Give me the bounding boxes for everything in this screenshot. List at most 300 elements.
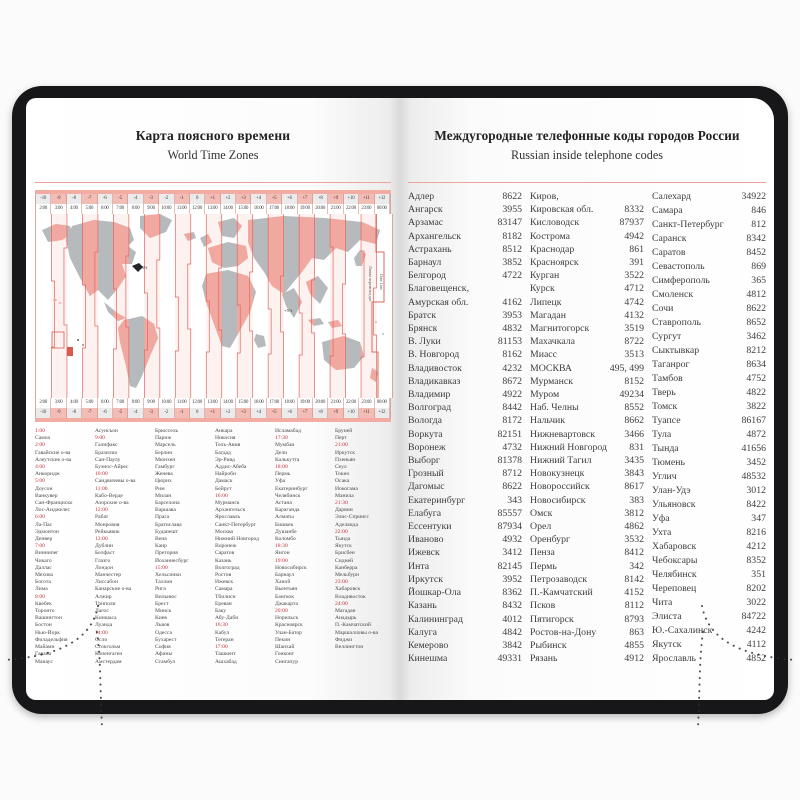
phone-code: 87937 — [619, 217, 644, 229]
tz-list-entry: 8:00 — [35, 593, 45, 600]
left-page-title-ru: Карта поясного времени — [135, 128, 291, 143]
tz-list-entry: 17:30 — [275, 435, 288, 442]
city-name: Курган — [530, 270, 560, 282]
tz-list-entry: Берлин — [155, 449, 173, 456]
phone-code: 4162 — [502, 296, 522, 308]
phone-code-row — [408, 533, 522, 546]
phone-code: 85557 — [497, 507, 522, 519]
phone-code-row — [652, 456, 766, 470]
tz-list-entry: Вашингтон — [35, 615, 62, 622]
tz-list-entry: Нижний Новгород — [215, 536, 259, 543]
utc-offset-label: -6 — [98, 194, 113, 204]
city-name: Нижневартовск — [530, 428, 596, 440]
zone-time-label: 4:00 — [67, 398, 82, 408]
phone-code-row — [652, 596, 766, 610]
phone-code: 3955 — [502, 204, 522, 216]
map-offset-row-top — [35, 194, 391, 204]
zone-time-label: 17:00 — [267, 204, 282, 214]
city-name: Братск — [408, 309, 437, 321]
notebook-cover — [12, 86, 788, 714]
city-name: Миасс — [530, 349, 557, 361]
tz-list-entry: Монровия — [95, 521, 120, 528]
hawaii-islands — [53, 299, 57, 301]
phone-code-row — [408, 494, 522, 507]
utc-offset-label: +7 — [298, 194, 313, 204]
phone-code: 4872 — [746, 429, 766, 440]
city-name: Мурманск — [530, 375, 573, 387]
tz-list-entry: Ярославль — [215, 514, 241, 521]
phone-code: 4752 — [746, 373, 766, 384]
phone-code: 869 — [751, 261, 766, 272]
phone-code: 3852 — [502, 257, 522, 269]
phone-code: 365 — [751, 275, 766, 286]
tz-list-entry: Новосибирск — [275, 564, 307, 571]
tz-list-entry: Стамбул — [155, 658, 176, 665]
zone-time-label: 4:00 — [67, 204, 82, 214]
zone-time-label: 9:00 — [144, 398, 159, 408]
tz-list-entry: 16:30 — [215, 622, 228, 629]
phone-code-row — [530, 322, 644, 335]
city-name: Петрозаводск — [530, 573, 588, 585]
city-name: Арзамас — [408, 217, 444, 229]
tz-list-entry: Пхеньян — [335, 456, 356, 463]
phone-code: 3822 — [746, 401, 766, 412]
phone-code: 8442 — [502, 402, 522, 414]
tz-list-entry: Манчестер — [95, 572, 122, 579]
phone-code-row — [530, 282, 644, 295]
phone-code-row — [652, 414, 766, 428]
phone-codes-column-3 — [652, 190, 766, 666]
city-name: Выборг — [408, 455, 440, 467]
utc-offset-label: +12 — [375, 194, 390, 204]
city-name: Калуга — [408, 626, 437, 638]
phone-code-row — [530, 639, 644, 652]
tz-list-entry: Уфа — [275, 478, 286, 485]
phone-code-row — [530, 243, 644, 256]
zone-time-label: 10:00 — [159, 398, 174, 408]
utc-offset-label: -4 — [128, 194, 143, 204]
phone-code: 49331 — [497, 653, 522, 665]
zone-time-label: 18:00 — [282, 204, 297, 214]
phone-code: 4112 — [746, 639, 766, 650]
phone-code: 8617 — [624, 481, 644, 493]
right-page-title-ru: Междугородные телефонные коды городов России — [434, 128, 740, 143]
phone-code: 4932 — [502, 534, 522, 546]
tz-column-1 — [32, 428, 92, 666]
city-name: Пятигорск — [530, 613, 574, 625]
tz-list-entry: Минск — [155, 608, 172, 615]
zone-time-label: 23:00 — [359, 204, 374, 214]
tz-list-entry: Лос-Анджелес — [35, 507, 70, 514]
phone-code-row — [408, 243, 522, 256]
phone-code-row — [408, 414, 522, 427]
city-name: Новороссийск — [530, 481, 590, 493]
tz-list-entry: Амстердам — [95, 658, 122, 665]
phone-code: 8162 — [502, 349, 522, 361]
zone-time-label: 14:00 — [221, 204, 236, 214]
tz-list-entry: Мумбаи — [275, 442, 295, 449]
phone-code-row — [652, 526, 766, 540]
city-name: Муром — [530, 389, 560, 401]
phone-code: 82145 — [497, 560, 522, 572]
tz-list-entry: 2:00 — [35, 442, 45, 449]
phone-code-row — [408, 441, 522, 454]
city-name: Елабуга — [408, 507, 442, 519]
tz-list-entry: Рим — [155, 485, 165, 492]
tz-list-entry: 15:00 — [155, 564, 168, 571]
phone-code: 3812 — [624, 507, 644, 519]
phone-code-row — [530, 652, 644, 665]
phone-code-row — [652, 498, 766, 512]
zone-time-label: 15:00 — [236, 398, 251, 408]
tz-list-entry: Милан — [155, 492, 172, 499]
utc-offset-label: 0 — [190, 408, 205, 418]
phone-code: 347 — [751, 513, 766, 524]
city-name: Череповец — [652, 583, 697, 594]
island-dot — [77, 339, 79, 341]
tz-list-entry: Бухарест — [155, 636, 177, 643]
phone-code: 861 — [629, 243, 644, 255]
phone-code: 8432 — [502, 600, 522, 612]
city-name: Чебоксары — [652, 555, 698, 566]
tz-list-entry: Каир — [155, 543, 167, 550]
tz-list-entry: Караганда — [275, 507, 300, 514]
city-name: Ангарск — [408, 204, 443, 216]
utc-offset-label: +4 — [251, 408, 266, 418]
tz-list-entry: Владивосток — [335, 593, 366, 600]
city-name: Йошкар-Ола — [408, 587, 461, 599]
city-name: Кисловодск — [530, 217, 580, 229]
city-name: Екатеринбург — [408, 494, 466, 506]
tz-list-entry: Астана — [275, 500, 292, 507]
tz-list-entry: Аддис-Абеба — [215, 464, 247, 471]
phone-code-row — [408, 322, 522, 335]
utc-offset-label: -1 — [175, 408, 190, 418]
tz-column-2 — [92, 428, 152, 666]
tz-list-entry: Фиджи — [335, 636, 353, 643]
phone-code: 8352 — [746, 555, 766, 566]
city-name: Брянск — [408, 323, 438, 335]
city-name: Сыктывкар — [652, 345, 700, 356]
tz-list-entry: Денвер — [35, 536, 53, 543]
phone-code-row — [652, 568, 766, 582]
zone-time-label: 13:00 — [205, 398, 220, 408]
phone-code-row — [408, 203, 522, 216]
zone-time-label: 23:00 — [359, 398, 374, 408]
tz-list-entry: Сан-Франциско — [35, 500, 73, 507]
tz-list-entry: Перт — [335, 435, 347, 442]
tz-list-entry: Цюрих — [155, 478, 172, 485]
tz-list-entry: Дублин — [95, 543, 114, 550]
phone-code: 3842 — [502, 639, 522, 651]
city-name: Калининград — [408, 613, 463, 625]
zone-time-label: 5:00 — [82, 204, 97, 214]
phone-code: 49234 — [619, 389, 644, 401]
phone-code: 4012 — [502, 613, 522, 625]
phone-code: 8182 — [502, 230, 522, 242]
phone-code-row — [408, 613, 522, 626]
city-name: Ижевск — [408, 547, 440, 559]
zone-time-label: 6:00 — [98, 204, 113, 214]
phone-code: 4742 — [624, 296, 644, 308]
phone-code-row — [408, 309, 522, 322]
phone-code-row — [652, 442, 766, 456]
phone-code-row — [530, 494, 644, 507]
city-name: Ростов-на-Дону — [530, 626, 597, 638]
phone-code-row — [408, 282, 522, 295]
tz-list-entry: Иокогама — [335, 485, 358, 492]
phone-code-row — [530, 480, 644, 493]
city-name: Владивосток — [408, 362, 462, 374]
zone-time-label: 6:00 — [98, 398, 113, 408]
city-name: Амурская обл. — [408, 296, 469, 308]
phone-code-row — [652, 330, 766, 344]
utc-offset-label: +4 — [251, 194, 266, 204]
tz-column-5 — [272, 428, 332, 666]
tz-list-entry: Лондон — [95, 564, 114, 571]
map-offset-row-bottom — [35, 408, 391, 418]
zone-time-label: 8:00 — [128, 398, 143, 408]
city-name: Краснодар — [530, 243, 575, 255]
phone-code: 3519 — [624, 323, 644, 335]
tz-list-entry: Лагос — [95, 608, 109, 615]
right-page-divider — [408, 182, 766, 183]
tz-list-entry: Алжир — [95, 593, 112, 600]
tz-list-entry: Канарские о-ва — [95, 586, 132, 593]
tz-column-3 — [152, 428, 212, 666]
tz-list-entry: Хабаровск — [335, 586, 361, 593]
tz-list-entry: Москва — [215, 528, 234, 535]
utc-offset-label: +5 — [267, 408, 282, 418]
tz-list-entry: Аделаида — [335, 521, 358, 528]
tz-list-entry: Йоханнесбург — [155, 557, 189, 564]
tz-list-entry: Рабат — [95, 514, 109, 521]
utc-offset-label: 0 — [190, 194, 205, 204]
tz-list-entry: Осака — [335, 478, 350, 485]
phone-code: 3522 — [624, 270, 644, 282]
tz-list-entry: 24:00 — [335, 600, 348, 607]
phone-code-row — [530, 546, 644, 559]
tz-list-entry: Филадельфия — [35, 636, 68, 643]
phone-code: 8552 — [624, 402, 644, 414]
tz-list-entry: Осло — [95, 636, 108, 643]
tz-list-entry: Казань — [215, 557, 232, 564]
city-name: Инта — [408, 560, 430, 572]
phone-code: 4732 — [502, 441, 522, 453]
phone-code-row — [408, 520, 522, 533]
city-name: Тамбов — [652, 373, 683, 384]
city-name: Белгород — [408, 270, 447, 282]
zone-time-label: 3:00 — [51, 204, 66, 214]
tz-list-entry: Саратов — [215, 550, 235, 557]
phone-code-row — [652, 610, 766, 624]
zone-time-label: 19:00 — [298, 204, 313, 214]
phone-code-row — [408, 335, 522, 348]
tz-list-entry: 9:00 — [95, 435, 105, 442]
tz-list-entry: Бруней — [335, 428, 353, 434]
phone-code-row — [530, 269, 644, 282]
tz-column-6 — [332, 428, 392, 666]
phone-code-row — [652, 428, 766, 442]
utc-offset-label: -9 — [51, 194, 66, 204]
zone-time-label: 16:00 — [251, 398, 266, 408]
city-name: Салехард — [652, 191, 691, 202]
island-dot — [82, 344, 83, 345]
phone-code-row — [652, 288, 766, 302]
island-dot — [382, 333, 384, 335]
phone-code: 8622 — [746, 303, 766, 314]
phone-code-row — [408, 546, 522, 559]
zone-time-label: 10:00 — [159, 204, 174, 214]
city-name: Пенза — [530, 547, 555, 559]
phone-code-row — [530, 335, 644, 348]
tz-list-entry: Сандвичевы о-ва — [95, 478, 136, 485]
phone-code-row — [408, 652, 522, 665]
city-name: Орел — [530, 521, 552, 533]
phone-code-row — [530, 362, 644, 375]
tz-list-entry: Улан-Батор — [275, 629, 302, 636]
tz-list-entry: Волгоград — [215, 564, 240, 571]
tz-list-entry: Красноярск — [275, 622, 303, 629]
phone-code: 863 — [629, 626, 644, 638]
tz-list-entry: Мехико — [35, 572, 54, 579]
map-time-row-top — [35, 204, 391, 214]
tz-list-entry: Асунсьон — [95, 428, 118, 434]
tz-list-entry: 6:00 — [35, 514, 45, 521]
zone-time-label: 15:00 — [236, 204, 251, 214]
zone-time-label: 21:00 — [328, 204, 343, 214]
tz-list-entry: 16:00 — [215, 492, 228, 499]
city-name: Грозный — [408, 468, 444, 480]
city-name: Сургут — [652, 331, 682, 342]
utc-offset-label: -8 — [67, 194, 82, 204]
phone-code-row — [652, 302, 766, 316]
phone-code-row — [652, 540, 766, 554]
tz-list-entry: Женева — [155, 471, 173, 478]
zone-time-label: 7:00 — [113, 204, 128, 214]
phone-code: 4842 — [502, 626, 522, 638]
phone-code: 4912 — [624, 653, 644, 665]
tz-list-entry: 14:00 — [95, 629, 108, 636]
phone-code-row — [408, 401, 522, 414]
tz-list-entry: Стокгольм — [95, 644, 121, 651]
phone-code: 4855 — [624, 639, 644, 651]
phone-code: 342 — [629, 560, 644, 572]
phone-code-row — [530, 573, 644, 586]
tz-list-entry: Санкт-Петербург — [215, 521, 256, 528]
phone-code: 8422 — [746, 499, 766, 510]
tz-list-entry: Воронеж — [215, 543, 237, 550]
phone-code-row — [530, 599, 644, 612]
phone-code-row — [530, 533, 644, 546]
tz-list-entry: Майами — [35, 644, 55, 651]
tz-list-entry: Претория — [155, 550, 178, 557]
phone-code: 383 — [629, 494, 644, 506]
city-name: Астрахань — [408, 243, 452, 255]
phone-code: 8722 — [624, 336, 644, 348]
phone-code-row — [530, 190, 644, 203]
phone-code-row — [408, 230, 522, 243]
tz-list-entry: Доусон — [35, 485, 53, 492]
tz-list-entry: Мюнхен — [155, 456, 176, 463]
city-name: Казань — [408, 600, 437, 612]
city-name: Чита — [652, 597, 673, 608]
phone-code: 3466 — [624, 428, 644, 440]
tz-list-entry: Норильск — [275, 615, 299, 622]
phone-code-row — [530, 401, 644, 414]
city-name: Самара — [652, 205, 683, 216]
phone-code: 3412 — [502, 547, 522, 559]
tz-list-entry: Пекин — [275, 636, 291, 643]
left-page-title-en: World Time Zones — [167, 148, 259, 162]
phone-code: 81153 — [497, 336, 522, 348]
phone-code-row — [652, 400, 766, 414]
tz-list-entry: Челябинск — [275, 492, 301, 499]
tz-list-entry: Тында — [335, 536, 351, 543]
phone-code-row — [408, 269, 522, 282]
phone-code-row — [652, 638, 766, 652]
tz-list-entry: Бангкок — [275, 593, 294, 600]
phone-code-row — [530, 626, 644, 639]
city-name: Красноярск — [530, 257, 579, 269]
tz-list-entry: 1:00 — [35, 428, 45, 434]
tz-list-entry: Хельсинки — [155, 572, 182, 579]
tz-list-entry: Абу-Даби — [215, 615, 239, 622]
india-offset-label: +5½ — [284, 308, 293, 313]
tz-list-entry: Брюссель — [155, 428, 179, 434]
city-name: Магнитогорск — [530, 323, 590, 335]
city-name: Благовещенск, — [408, 283, 470, 295]
tz-list-entry: Виннипег — [35, 550, 59, 557]
zone-time-label: 9:00 — [144, 204, 159, 214]
city-name: Рязань — [530, 653, 558, 665]
phone-code-row — [408, 639, 522, 652]
phone-code-row — [652, 582, 766, 596]
phone-code: 83147 — [497, 217, 522, 229]
city-name: Челябинск — [652, 569, 697, 580]
tz-list-entry: Лима — [35, 586, 48, 593]
tz-list-entry: Вена — [155, 536, 167, 543]
utc-offset-label: +3 — [236, 408, 251, 418]
phone-code: 4852 — [746, 653, 766, 664]
city-name: Ставрополь — [652, 317, 701, 328]
utc-offset-label: +11 — [359, 408, 374, 418]
utc-offset-label: -8 — [67, 408, 82, 418]
tz-list-entry: Бишкек — [275, 521, 294, 528]
phone-code: 3953 — [502, 309, 522, 321]
tz-list-entry: Киншаса — [95, 615, 117, 622]
city-name: Нижний Тагил — [530, 455, 592, 467]
tz-list-entry: 21:00 — [335, 442, 348, 449]
phone-code: 4232 — [502, 362, 522, 374]
city-name: Волгоград — [408, 402, 452, 414]
phone-code: 846 — [751, 205, 766, 216]
tz-list-entry: Сеул — [335, 464, 347, 471]
phone-code: 8622 — [502, 481, 522, 493]
phone-code: 8212 — [746, 345, 766, 356]
phone-code: 8652 — [746, 317, 766, 328]
city-name: Нальчик — [530, 415, 566, 427]
tz-list-entry: Ванкувер — [35, 492, 58, 499]
city-name: Адлер — [408, 191, 435, 202]
city-name: Нижний Новгород — [530, 441, 608, 453]
phone-code: 8172 — [502, 415, 522, 427]
tz-list-entry: 13:00 — [95, 536, 108, 543]
tz-list-entry: Алеутские о-ва — [35, 456, 72, 463]
city-name: Иркутск — [408, 573, 444, 585]
phone-code: 4722 — [502, 270, 522, 282]
city-name: Рыбинск — [530, 639, 567, 651]
